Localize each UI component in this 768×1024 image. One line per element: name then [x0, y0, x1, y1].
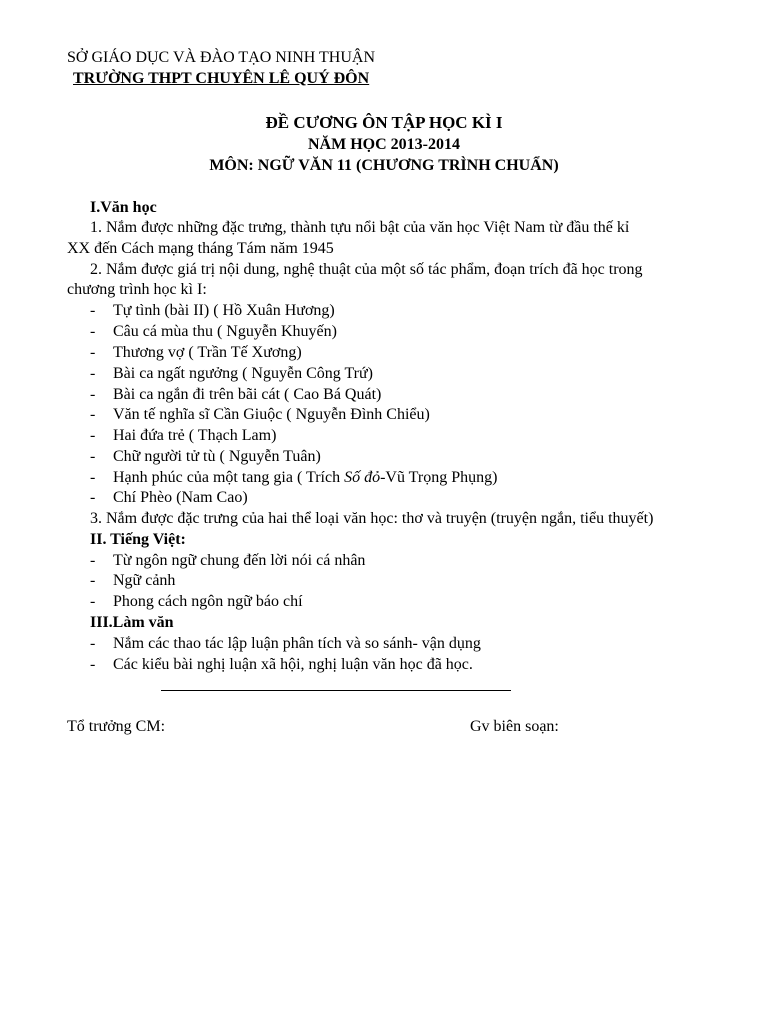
list-dash: -	[90, 593, 96, 610]
section-heading-literature: I.Văn học	[90, 199, 157, 216]
list-dash: -	[90, 469, 96, 486]
list-item-text: Chữ người tử tù ( Nguyễn Tuân)	[113, 448, 321, 465]
list-item-text: Tự tình (bài II) ( Hồ Xuân Hương)	[113, 302, 335, 319]
list-item-text: Bài ca ngắn đi trên bãi cát ( Cao Bá Quát)	[113, 386, 382, 403]
list-item-text: Ngữ cảnh	[113, 572, 176, 589]
list-item-text: Thương vợ ( Trần Tế Xương)	[113, 344, 302, 361]
list-item-text: Các kiểu bài nghị luận xã hội, nghị luận văn học đã học.	[113, 656, 473, 673]
document-title: ĐỀ CƯƠNG ÔN TẬP HỌC KÌ I	[265, 113, 503, 132]
paragraph-3: 3. Nắm được đặc trưng của hai thể loại văn học: thơ và truyện (truyện ngắn, tiểu thuyết)	[90, 510, 654, 527]
list-item-text	[113, 468, 497, 488]
divider-line	[161, 690, 511, 691]
paragraph-2-line-2: chương trình học kì I:	[67, 281, 207, 298]
paragraph-1-line-1: 1. Nắm được những đặc trưng, thành tựu nổi bật của văn học Việt Nam từ đầu thế kỉ	[90, 219, 630, 236]
list-dash: -	[90, 448, 96, 465]
department-name: SỞ GIÁO DỤC VÀ ĐÀO TẠO NINH THUẬN	[67, 49, 375, 66]
list-item-text: Câu cá mùa thu ( Nguyễn Khuyến)	[113, 323, 337, 340]
section-heading-writing: III.Làm văn	[90, 614, 174, 631]
section-heading-vietnamese: II. Tiếng Việt:	[90, 531, 186, 548]
list-dash: -	[90, 365, 96, 382]
list-dash: -	[90, 344, 96, 361]
list-dash: -	[90, 572, 96, 589]
paragraph-2-line-1: 2. Nắm được giá trị nội dung, nghệ thuật của một số tác phẩm, đoạn trích đã học trong	[90, 261, 643, 278]
list-item-text: Bài ca ngất ngưởng ( Nguyễn Công Trứ)	[113, 365, 374, 382]
list-item-text: Từ ngôn ngữ chung đến lời nói cá nhân	[113, 552, 366, 569]
list-item-text-part: -Vũ Trọng Phụng)	[380, 469, 498, 486]
list-dash: -	[90, 489, 96, 506]
school-name: TRƯỜNG THPT CHUYÊN LÊ QUÝ ĐÔN	[73, 70, 370, 87]
list-item-text: Phong cách ngôn ngữ báo chí	[113, 593, 303, 610]
list-item-text-part: Hạnh phúc của một tang gia ( Trích	[113, 469, 345, 486]
work-title-italic: Số đỏ	[344, 469, 381, 486]
signature-head-of-department: Tổ trưởng CM:	[67, 718, 166, 735]
list-dash: -	[90, 386, 96, 403]
list-dash: -	[90, 427, 96, 444]
signature-teacher: Gv biên soạn:	[470, 718, 559, 735]
list-dash: -	[90, 552, 96, 569]
list-dash: -	[90, 406, 96, 423]
list-dash: -	[90, 323, 96, 340]
list-item-text: Nắm các thao tác lập luận phân tích và so sánh- vận dụng	[113, 635, 481, 652]
paragraph-1-line-2: XX đến Cách mạng tháng Tám năm 1945	[67, 240, 334, 257]
list-item-text: Chí Phèo (Nam Cao)	[113, 489, 248, 506]
list-dash: -	[90, 302, 96, 319]
list-item-text: Văn tế nghĩa sĩ Cần Giuộc ( Nguyễn Đình Chiểu)	[113, 406, 430, 423]
list-dash: -	[90, 656, 96, 673]
school-year: NĂM HỌC 2013-2014	[308, 136, 460, 153]
list-dash: -	[90, 635, 96, 652]
subject-line: MÔN: NGỮ VĂN 11 (CHƯƠNG TRÌNH CHUẨN)	[209, 157, 559, 174]
list-item-text: Hai đứa trẻ ( Thạch Lam)	[113, 427, 277, 444]
